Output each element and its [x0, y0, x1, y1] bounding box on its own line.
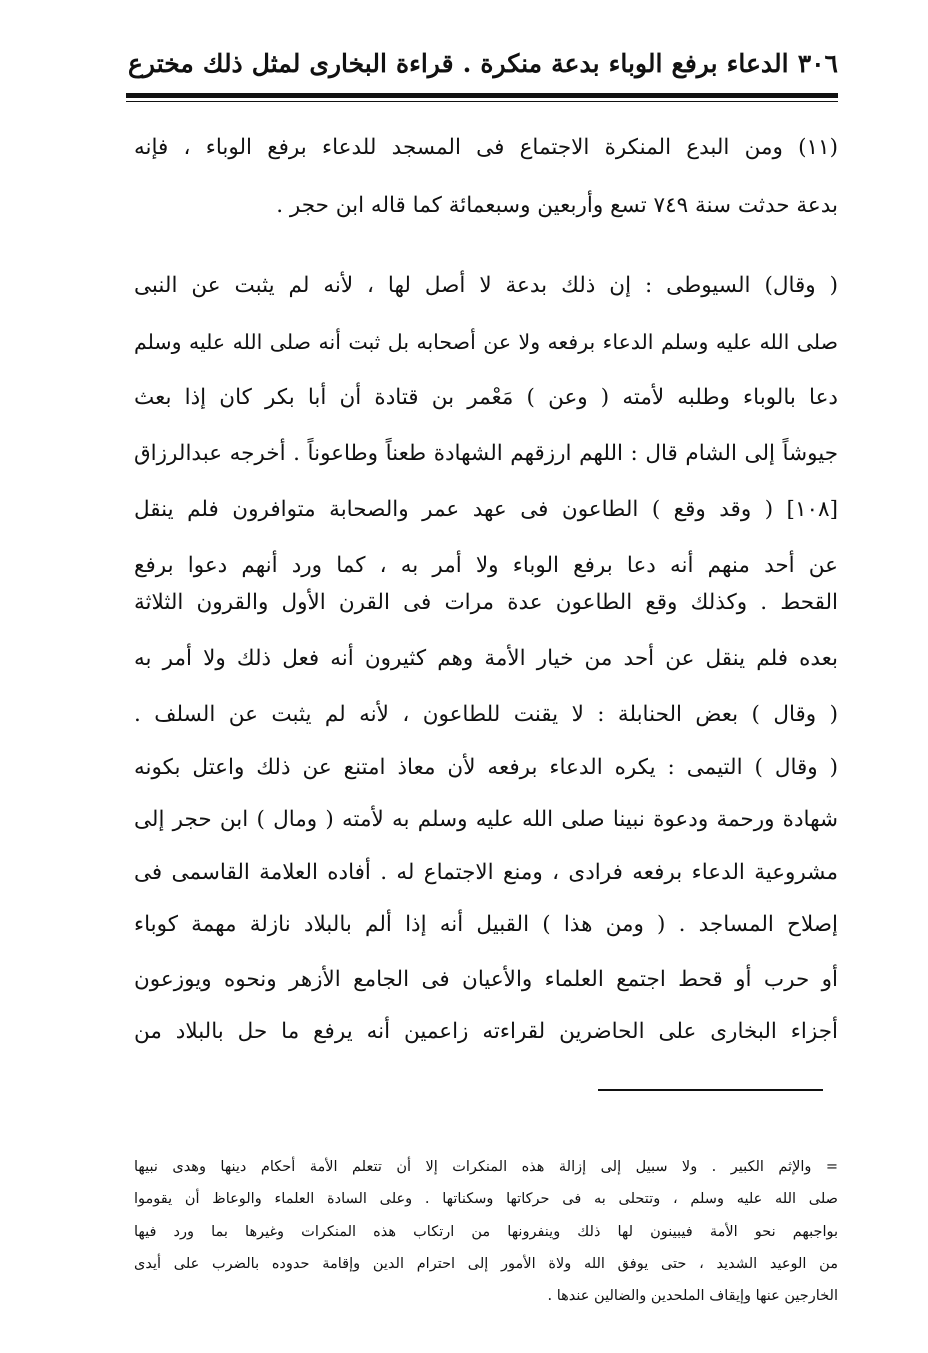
body-line: أجزاء البخارى على الحاضرين لقراءته زاعمين أنه يرفع ما حل بالبلاد من	[134, 1019, 838, 1044]
footnote-line: بواجبهم نحو الأمة فيبينون لها ذلك وينفرونها من ارتكاب هذه المنكرات وغيرها بما ورد فيها	[134, 1224, 838, 1240]
footnote-line: من الوعيد الشديد ، حتى يوفق الله ولاة الأمور إلى احترام الدين وإقامة حدوده بالضرب على أيدى	[134, 1256, 838, 1272]
footnote-line: الخارجين عنها وإيقاف الملحدين والضالين عندها .	[547, 1288, 838, 1304]
body-line: دعا بالوباء وطلبه لأمته ( وعن ) مَعْمر بن قتادة أن أبا بكر كان إذا بعث	[134, 385, 838, 410]
body-line: مشروعية الدعاء برفعه فرادى ، ومنع الاجتماع له . أفاده العلامة القاسمى فى	[134, 860, 838, 885]
body-line: [١٠٨] ( وقد وقع ) الطاعون فى عهد عمر والصحابة متوافرون فلم ينقل	[134, 497, 838, 522]
body-line: أو حرب أو قحط اجتمع العلماء والأعيان فى الجامع الأزهر ونحوه ويوزعون	[134, 967, 838, 992]
body-line: (١١) ومن البدع المنكرة الاجتماع فى المسجد للدعاء برفع الوباء ، فإنه	[134, 135, 838, 160]
page-header: ٣٠٦ الدعاء برفع الوباء بدعة منكرة . قراءة البخارى لمثل ذلك مخترع	[128, 49, 838, 78]
body-line: القحط . وكذلك وقع الطاعون عدة مرات فى القرن الأول والقرون الثلاثة	[134, 590, 838, 615]
body-line: صلى الله عليه وسلم الدعاء برفعه ولا عن أصحابه بل ثبت أنه صلى الله عليه وسلم	[134, 330, 838, 354]
body-line: جيوشاً إلى الشام قال : اللهم ارزقهم الشهادة طعناً وطاعوناً . أخرجه عبدالرزاق	[134, 441, 838, 466]
header-rule-thick	[126, 93, 838, 98]
body-line: إصلاح المساجد . ( ومن هذا ) القبيل أنه إذا ألم بالبلاد نازلة مهمة كوباء	[134, 912, 838, 937]
footnote-line: = والإثم الكبير . ولا سبيل إلى إزالة هذه المنكرات إلا أن تتعلم الأمة أحكام دينها وهدى نبيها	[134, 1159, 838, 1175]
footnote-line: صلى الله عليه وسلم ، وتتحلى به فى حركاتها وسكناتها . وعلى السادة العلماء والوعاظ أن يقوموا	[134, 1191, 838, 1207]
body-line: ( وقال) السيوطى : إن ذلك بدعة لا أصل لها ، لأنه لم يثبت عن النبى	[134, 273, 838, 298]
body-line: ( وقال ) التيمى : يكره الدعاء برفعه لأن معاذ امتنع عن ذلك واعتل بكونه	[134, 755, 838, 780]
body-line: شهادة ورحمة ودعوة نبينا صلى الله عليه وسلم به لأمته ( ومال ) ابن حجر إلى	[134, 807, 838, 832]
body-line: بعده فلم ينقل عن أحد من خيار الأمة وهم كثيرون أنه فعل ذلك ولا أمر به	[134, 646, 838, 671]
body-line: بدعة حدثت سنة ٧٤٩ تسع وأربعين وسبعمائة كما قاله ابن حجر .	[276, 193, 838, 218]
header-rule-thin	[126, 101, 838, 102]
body-line: ( وقال ) بعض الحنابلة : لا يقنت للطاعون ، لأنه لم يثبت عن السلف .	[134, 702, 838, 727]
footnote-rule	[598, 1089, 823, 1091]
body-line: عن أحد منهم أنه دعا برفع الوباء ولا أمر به ، كما ورد أنهم دعوا برفع	[134, 553, 838, 578]
